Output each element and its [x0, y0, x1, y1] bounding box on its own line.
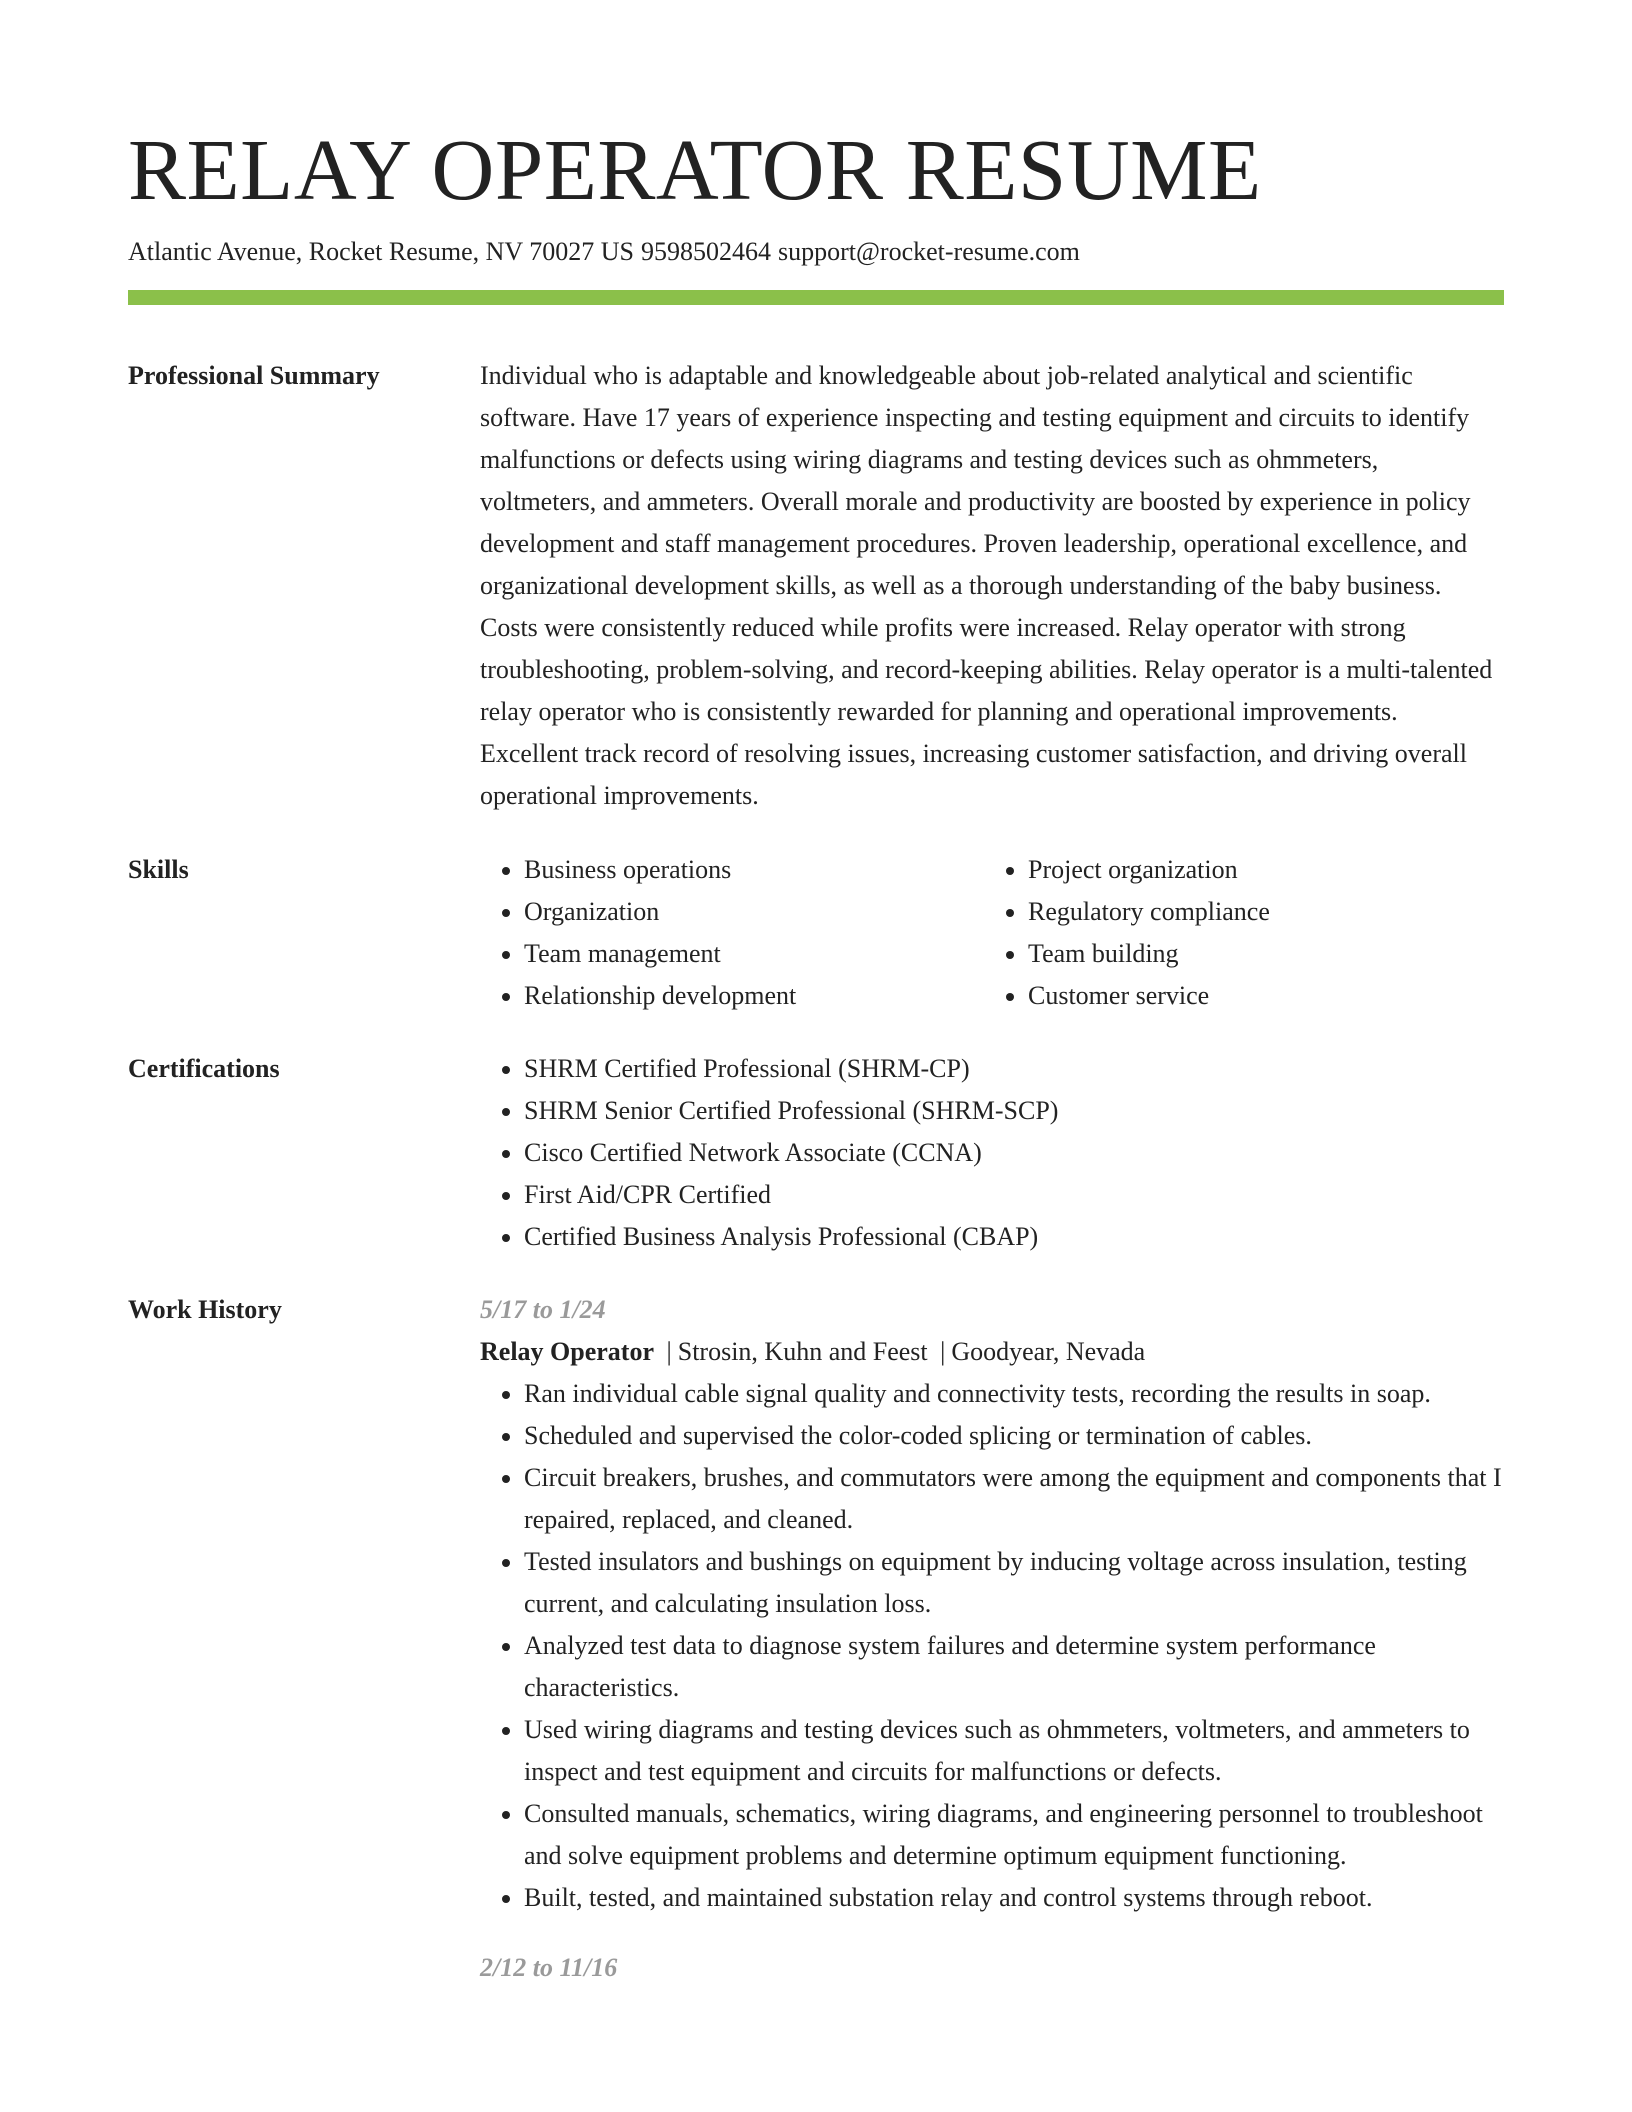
- job-title: Relay Operator: [480, 1337, 655, 1366]
- job-entry: [480, 1947, 1504, 1989]
- certifications-body: [480, 1048, 1504, 1258]
- skill-item: • Relationship development: [524, 975, 984, 1017]
- job-duty: • Ran individual cable signal quality and connectivity tests, recording the results in soap.: [524, 1373, 1504, 1415]
- job-entry: [480, 1289, 1504, 1919]
- job-separator: |: [666, 1337, 672, 1366]
- certification-item: • SHRM Certified Professional (SHRM-CP): [524, 1048, 1504, 1090]
- job-company: Strosin, Kuhn and Feest: [677, 1337, 928, 1366]
- skill-item: • Customer service: [1028, 975, 1488, 1017]
- certification-item: • Cisco Certified Network Associate (CCNA): [524, 1132, 1504, 1174]
- resume-title: RELAY OPERATOR RESUME: [128, 121, 1262, 218]
- certifications-label: Certifications: [128, 1054, 280, 1083]
- contact-email: support@rocket-resume.com: [777, 237, 1080, 266]
- contact-address: Atlantic Avenue, Rocket Resume, NV 70027 US: [128, 237, 634, 266]
- certifications-list: [480, 1048, 1504, 1258]
- skill-item: • Regulatory compliance: [1028, 891, 1488, 933]
- skill-item: • Organization: [524, 891, 984, 933]
- skill-item: • Business operations: [524, 849, 984, 891]
- job-separator: |: [940, 1337, 946, 1366]
- summary-text: Individual who is adaptable and knowledgeable about job-related analytical and scientific software. Have 17 years of experience inspecting and testing equipment and circuits to identify malfunctions or defects using wiring diagrams and testing devices such as ohmmeters, voltmeters, and ammeters. Overall morale and productivity are boosted by experience in policy development and staff management procedures. Proven leadership, operational excellence, and organizational development skills, as well as a thorough understanding of the baby business. Costs were consistently reduced while profits were increased. Relay operator with strong troubleshooting, problem-solving, and record-keeping abilities. Relay operator is a multi-talented relay operator who is consistently rewarded for planning and operational improvements. Excellent track record of resolving issues, increasing customer satisfaction, and driving overall operational improvements.: [480, 361, 1493, 810]
- skill-item: • Team building: [1028, 933, 1488, 975]
- work-history-body: [480, 1289, 1504, 1989]
- job-dates: 5/17 to 1/24: [480, 1295, 606, 1324]
- contact-phone: 9598502464: [640, 237, 771, 266]
- skills-grid: [480, 849, 1504, 1017]
- header-divider: [128, 290, 1504, 305]
- job-duty: • Scheduled and supervised the color-coded splicing or termination of cables.: [524, 1415, 1504, 1457]
- job-location: Goodyear, Nevada: [951, 1337, 1146, 1366]
- summary-section: [128, 355, 1504, 817]
- skills-column-right: [984, 849, 1488, 1017]
- skills-list-left: [480, 849, 984, 1017]
- skills-label: Skills: [128, 855, 189, 884]
- certification-item: • Certified Business Analysis Professional (CBAP): [524, 1216, 1504, 1258]
- job-duty: • Analyzed test data to diagnose system failures and determine system performance characteristics.: [524, 1625, 1504, 1709]
- job-duty: • Consulted manuals, schematics, wiring diagrams, and engineering personnel to troubleshoot and solve equipment problems and determine optimum equipment functioning.: [524, 1793, 1504, 1877]
- work-history-label: Work History: [128, 1295, 282, 1324]
- summary-body: [480, 355, 1504, 817]
- summary-label: Professional Summary: [128, 361, 380, 390]
- skills-column-left: [480, 849, 984, 1017]
- skills-list-right: [984, 849, 1488, 1017]
- job-heading: [480, 1331, 1504, 1373]
- job-duty: • Tested insulators and bushings on equipment by inducing voltage across insulation, testing current, and calculating insulation loss.: [524, 1541, 1504, 1625]
- certifications-section: [128, 1048, 1504, 1258]
- job-duty: • Circuit breakers, brushes, and commutators were among the equipment and components that I repaired, replaced, and cleaned.: [524, 1457, 1504, 1541]
- skills-section: [128, 849, 1504, 1017]
- certification-item: • First Aid/CPR Certified: [524, 1174, 1504, 1216]
- job-duty: • Built, tested, and maintained substation relay and control systems through reboot.: [524, 1877, 1504, 1919]
- job-dates: 2/12 to 11/16: [480, 1953, 618, 1982]
- skill-item: • Team management: [524, 933, 984, 975]
- job-duty: • Used wiring diagrams and testing devices such as ohmmeters, voltmeters, and ammeters to inspect and test equipment and circuits for malfunctions or defects.: [524, 1709, 1504, 1793]
- contact-line: [128, 234, 1504, 270]
- job-duties-list: [480, 1373, 1504, 1919]
- skill-item: • Project organization: [1028, 849, 1488, 891]
- work-history-section: [128, 1289, 1504, 1989]
- certification-item: • SHRM Senior Certified Professional (SHRM-SCP): [524, 1090, 1504, 1132]
